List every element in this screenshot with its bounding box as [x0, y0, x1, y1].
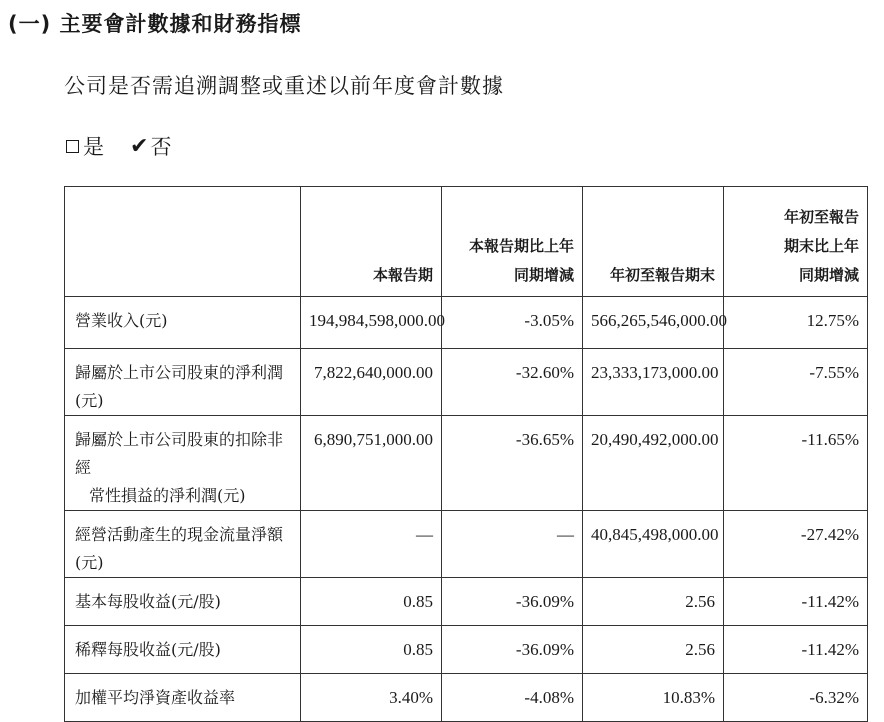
cell-ytd-yoy: -7.55% — [724, 349, 868, 416]
cell-ytd: 40,845,498,000.00 — [583, 511, 724, 578]
cell-current-period-yoy: — — [442, 511, 583, 578]
row-label: 基本每股收益(元/股) — [65, 578, 301, 626]
cell-current-period: 0.85 — [301, 578, 442, 626]
cell-current-period-yoy: -36.65% — [442, 416, 583, 511]
cell-current-period: 3.40% — [301, 674, 442, 722]
cell-current-period-yoy: -36.09% — [442, 626, 583, 674]
cell-current-period: 0.85 — [301, 626, 442, 674]
cell-current-period-yoy: -32.60% — [442, 349, 583, 416]
cell-ytd-yoy: 12.75% — [724, 297, 868, 349]
cell-ytd-yoy: -11.42% — [724, 578, 868, 626]
restatement-options — [66, 131, 171, 161]
row-label: 歸屬於上市公司股東的淨利潤(元) — [65, 349, 301, 416]
cell-ytd: 566,265,546,000.00 — [583, 297, 724, 349]
row-label: 經營活動產生的現金流量淨額(元) — [65, 511, 301, 578]
cell-current-period-yoy: -3.05% — [442, 297, 583, 349]
row-label-line1: 歸屬於上市公司股東的扣除非經 — [75, 430, 284, 477]
table-row — [65, 511, 868, 578]
cell-ytd: 2.56 — [583, 578, 724, 626]
row-label — [65, 416, 301, 511]
key-financial-data-table — [64, 186, 868, 722]
table-row — [65, 349, 868, 416]
header-current-period: 本報告期 — [301, 187, 442, 297]
cell-ytd: 23,333,173,000.00 — [583, 349, 724, 416]
cell-current-period: 7,822,640,000.00 — [301, 349, 442, 416]
cell-current-period-yoy: -4.08% — [442, 674, 583, 722]
cell-current-period: — — [301, 511, 442, 578]
section-title: (一) 主要會計數據和財務指標 — [8, 12, 302, 36]
header-ytd-yoy: 年初至報告 期末比上年 同期增減 — [724, 187, 868, 297]
option-yes-label: 是 — [83, 135, 104, 159]
table-row — [65, 578, 868, 626]
row-label-line2: 常性損益的淨利潤(元) — [89, 486, 246, 505]
cell-ytd-yoy: -11.65% — [724, 416, 868, 511]
table-header-row — [65, 187, 868, 297]
row-label: 加權平均淨資產收益率 — [65, 674, 301, 722]
header-current-period-yoy: 本報告期比上年 同期增減 — [442, 187, 583, 297]
header-blank — [65, 187, 301, 297]
unchecked-box-icon — [66, 140, 79, 153]
header-ytd: 年初至報告期末 — [583, 187, 724, 297]
cell-ytd-yoy: -11.42% — [724, 626, 868, 674]
option-yes — [66, 131, 104, 161]
cell-current-period: 194,984,598,000.00 — [301, 297, 442, 349]
cell-ytd: 2.56 — [583, 626, 724, 674]
table-row — [65, 626, 868, 674]
row-label: 稀釋每股收益(元/股) — [65, 626, 301, 674]
cell-ytd-yoy: -27.42% — [724, 511, 868, 578]
cell-ytd: 10.83% — [583, 674, 724, 722]
restatement-question: 公司是否需追溯調整或重述以前年度會計數據 — [64, 74, 504, 98]
option-no — [130, 131, 171, 161]
option-no-label: 否 — [150, 135, 172, 159]
table-row — [65, 416, 868, 511]
table-row — [65, 674, 868, 722]
row-label: 營業收入(元) — [65, 297, 301, 349]
cell-current-period: 6,890,751,000.00 — [301, 416, 442, 511]
cell-current-period-yoy: -36.09% — [442, 578, 583, 626]
checkmark-icon: ✔ — [130, 133, 149, 159]
cell-ytd-yoy: -6.32% — [724, 674, 868, 722]
table-row — [65, 297, 868, 349]
cell-ytd: 20,490,492,000.00 — [583, 416, 724, 511]
